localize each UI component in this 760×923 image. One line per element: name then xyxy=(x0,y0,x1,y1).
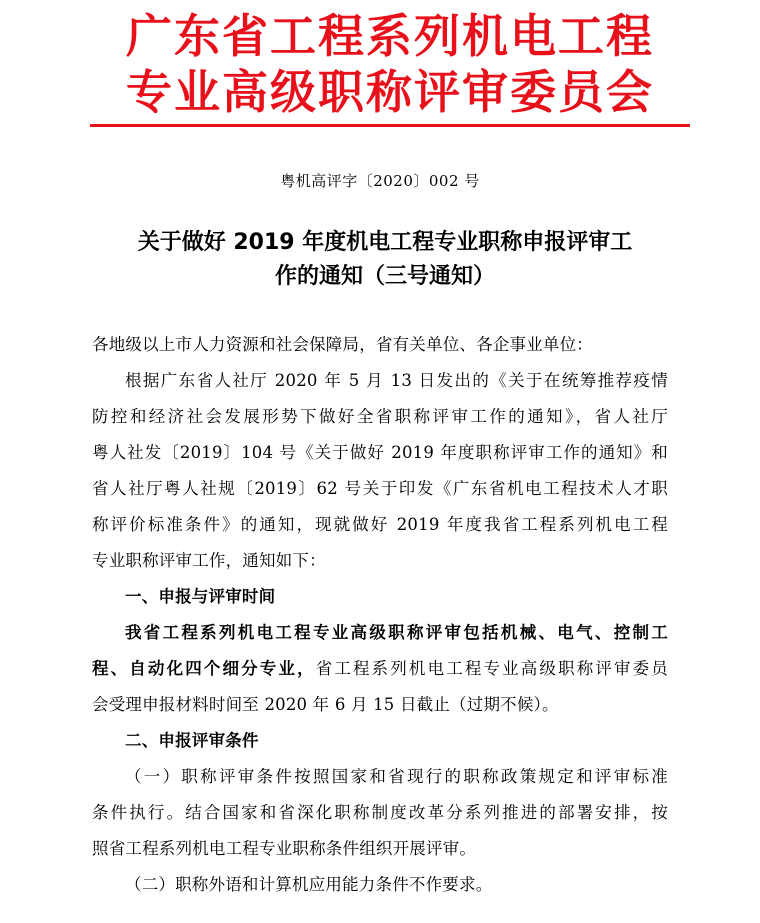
intro-line: 省人社厅粤人社规〔2019〕62 号关于印发《广东省机电工程技术人才职 xyxy=(92,479,668,498)
section-1-line-2 xyxy=(92,651,668,687)
intro-line: 称评价标准条件》的通知，现就做好 2019 年度我省工程系列机电工程 xyxy=(92,515,668,534)
section-1-heading: 一、申报与评审时间 xyxy=(125,587,276,606)
intro-line: 防控和经济社会发展形势下做好全省职称评审工作的通知》，省人社厅 xyxy=(92,407,668,426)
document-number: 粤机高评字〔2020〕002 号 xyxy=(280,172,480,190)
section-1-bold-line: 我省工程系列机电工程专业高级职称评审包括机械、电气、控制工 xyxy=(125,623,668,642)
document-title-line-2: 作的通知（三号通知） xyxy=(274,264,495,289)
section-2-item-1-line: 照省工程系列机电工程专业职称条件组织开展评审。 xyxy=(92,839,477,858)
section-1-bold-fragment: 程、自动化四个细分专业， xyxy=(92,659,316,678)
intro-line: 粤人社发〔2019〕104 号《关于做好 2019 年度职称评审工作的通知》和 xyxy=(92,443,668,462)
masthead-line-1: 广东省工程系列机电工程 xyxy=(126,9,654,63)
document-title-line-1: 关于做好 2019 年度机电工程专业职称申报评审工 xyxy=(137,230,633,255)
section-2-item-1-line: 条件执行。结合国家和省深化职称制度改革分系列推进的部署安排，按 xyxy=(92,803,668,822)
section-2-item-2: （二）职称外语和计算机应用能力条件不作要求。 xyxy=(125,875,493,894)
section-2-heading: 二、申报评审条件 xyxy=(125,731,259,750)
salutation: 各地级以上市人力资源和社会保障局，省有关单位、各企事业单位： xyxy=(92,335,593,354)
document-title xyxy=(85,226,685,294)
section-2-item-1-line: （一）职称评审条件按照国家和省现行的职称政策规定和评审标准 xyxy=(125,767,668,786)
intro-line: 专业职称评审工作，通知如下： xyxy=(92,551,326,570)
masthead-line-2: 专业高级职称评审委员会 xyxy=(126,65,654,119)
document-body xyxy=(92,327,668,903)
section-1-line-2-rest: 省工程系列机电工程专业高级职称评审委员 xyxy=(315,659,668,678)
section-1-line-3: 会受理申报材料时间至 2020 年 6 月 15 日截止（过期不候）。 xyxy=(92,695,559,714)
red-divider-rule xyxy=(90,124,690,127)
intro-line: 根据广东省人社厅 2020 年 5 月 13 日发出的《关于在统筹推荐疫情 xyxy=(125,371,668,390)
masthead-title xyxy=(90,8,690,120)
